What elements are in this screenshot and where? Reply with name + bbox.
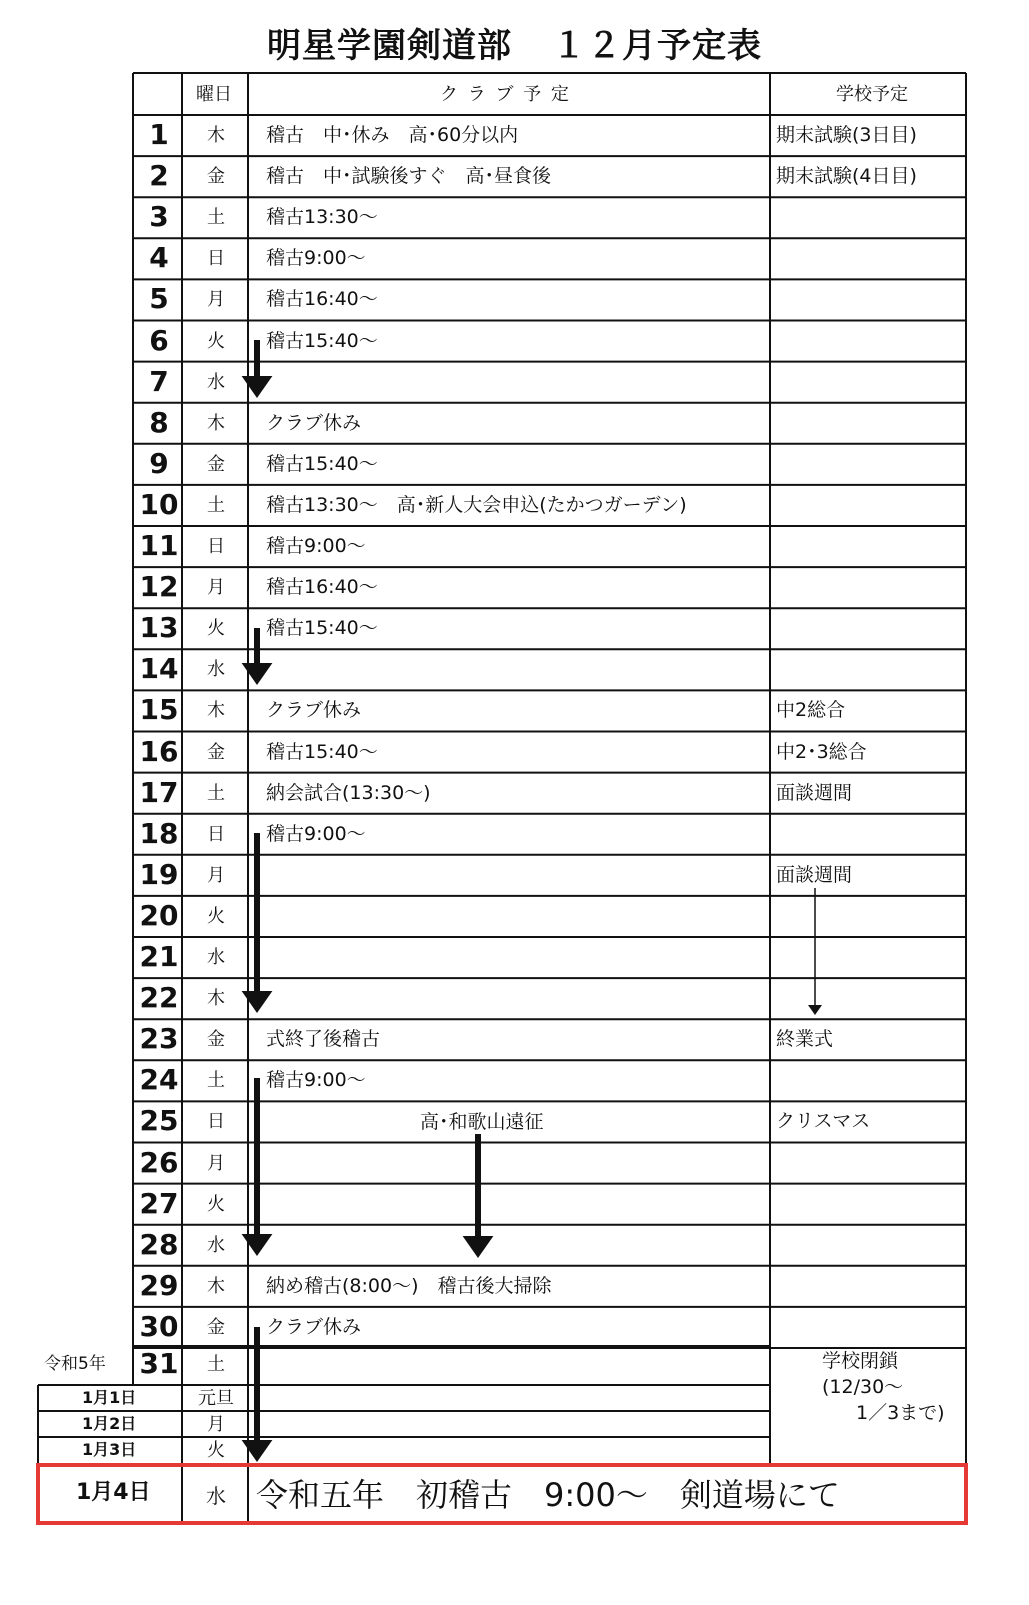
closure-line2: (12/30～: [822, 1376, 904, 1398]
weekday-cell: 土: [207, 782, 225, 804]
jan-date: 1月3日: [82, 1440, 137, 1459]
weekday-cell: 水: [207, 659, 225, 681]
weekday-cell: 水: [207, 1234, 225, 1256]
day-number: 29: [139, 1268, 179, 1302]
club-schedule-cell: 稽古16:40～: [266, 576, 378, 599]
day-number: 24: [139, 1063, 179, 1097]
school-schedule-cell: 中2･3総合: [776, 740, 867, 763]
club-schedule-cell: 納会試合(13:30～): [266, 781, 431, 804]
club-schedule-cell: 稽古15:40～: [266, 452, 378, 475]
day-number: 16: [139, 734, 179, 768]
day-number: 4: [149, 241, 169, 275]
weekday-cell: 木: [207, 412, 225, 434]
weekday-cell: 土: [207, 207, 225, 229]
weekday-cell: 土: [207, 1070, 225, 1092]
day-number: 17: [139, 775, 179, 809]
day-number: 27: [139, 1186, 179, 1220]
club-schedule-cell: 式終了後稽古: [266, 1028, 381, 1051]
school-schedule-cell: 終業式: [776, 1028, 834, 1051]
weekday-cell: 月: [207, 577, 225, 599]
school-schedule-cell: クリスマス: [776, 1110, 871, 1133]
weekday-cell: 水: [207, 371, 225, 393]
closure-line3: 1／3まで): [856, 1402, 945, 1424]
club-schedule-cell: 稽古 中･試験後すぐ 高･昼食後: [266, 165, 552, 188]
club-schedule-cell: 稽古15:40～: [266, 740, 378, 763]
jan-date: 1月1日: [82, 1388, 137, 1407]
day-number: 9: [149, 446, 169, 480]
wakayama-trip: 高･和歌山遠征: [420, 1111, 544, 1133]
day-number: 14: [139, 652, 179, 686]
jan-weekday: 元旦: [198, 1388, 234, 1409]
weekday-cell: 火: [207, 330, 225, 352]
day-number: 7: [149, 364, 169, 398]
club-schedule-cell: 納め稽古(8:00～) 稽古後大掃除: [266, 1274, 552, 1297]
weekday-cell: 金: [207, 1316, 225, 1338]
jan-weekday: 火: [207, 1440, 225, 1461]
club-schedule-cell: クラブ休み: [266, 1315, 362, 1338]
day-number: 11: [139, 529, 179, 562]
weekday-cell: 火: [207, 1193, 225, 1215]
jan-date: 1月2日: [82, 1414, 137, 1433]
school-closure: [822, 1348, 945, 1426]
school-schedule-cell: 中2総合: [776, 699, 846, 722]
weekday-cell: 火: [207, 905, 225, 927]
weekday-cell: 月: [207, 864, 225, 886]
header-club: ク ラ ブ 予 定: [440, 84, 571, 105]
final-dow: 水: [206, 1484, 226, 1508]
final-text: 令和五年 初稽古 9:00～ 剣道場にて: [256, 1476, 840, 1514]
day-number: 1: [149, 118, 169, 151]
day-number: 12: [139, 570, 179, 604]
school-schedule-cell: 期末試験(4日目): [776, 165, 917, 188]
club-schedule-cell: 稽古13:30～ 高･新人大会申込(たかつガーデン): [266, 493, 687, 516]
day-number: 18: [139, 816, 179, 850]
day-number: 19: [139, 857, 179, 891]
club-schedule-cell: 稽古9:00～: [266, 247, 366, 270]
header-weekday: 曜日: [196, 84, 232, 105]
weekday-cell: 土: [207, 494, 225, 516]
day-number: 22: [139, 981, 179, 1015]
weekday-cell: 金: [207, 166, 225, 188]
school-schedule-cell: 面談週間: [776, 863, 853, 886]
weekday-cell: 水: [207, 947, 225, 968]
club-schedule-cell: 稽古9:00～: [266, 822, 366, 845]
club-schedule-cell: 稽古9:00～: [266, 1069, 366, 1092]
weekday-cell: 木: [207, 1275, 225, 1297]
weekday-cell: 日: [207, 248, 225, 270]
closure-line1: 学校閉鎖: [822, 1350, 899, 1372]
weekday-cell: 月: [207, 289, 225, 311]
arrow-interview-head: [808, 1005, 822, 1015]
day-number: 8: [149, 405, 169, 439]
title-month: １２月予定表: [552, 26, 762, 66]
day-31: 31: [139, 1347, 179, 1380]
day-number: 2: [149, 159, 169, 193]
day-number: 26: [139, 1145, 179, 1179]
day-number: 20: [139, 898, 179, 932]
day-number: 21: [139, 940, 179, 973]
weekday-cell: 金: [207, 1029, 225, 1051]
club-schedule-cell: 稽古15:40～: [266, 329, 378, 352]
club-schedule-cell: 稽古15:40～: [266, 617, 378, 640]
weekday-cell: 木: [207, 125, 225, 146]
day-number: 13: [139, 611, 179, 645]
jan-weekday: 月: [207, 1414, 225, 1435]
club-schedule-cell: 稽古 中･休み 高･60分以内: [266, 124, 519, 146]
club-schedule-cell: 稽古16:40～: [266, 288, 378, 311]
weekday-cell: 日: [207, 536, 225, 557]
weekday-cell: 金: [207, 741, 225, 763]
weekday-cell: 木: [207, 988, 225, 1010]
school-schedule-cell: 面談週間: [776, 781, 853, 804]
day-number: 10: [139, 487, 179, 521]
weekday-cell: 日: [207, 823, 225, 845]
club-schedule-cell: 稽古9:00～: [266, 535, 366, 557]
day-number: 5: [149, 282, 169, 316]
weekday-cell: 火: [207, 618, 225, 640]
arrow-wakayama-head: [463, 1236, 494, 1258]
header-school: 学校予定: [836, 84, 908, 105]
weekday-cell: 金: [207, 453, 225, 475]
club-schedule-cell: クラブ休み: [266, 699, 362, 722]
day-number: 23: [139, 1022, 179, 1056]
day-number: 6: [149, 323, 169, 357]
weekday-cell: 日: [207, 1111, 225, 1133]
school-schedule-cell: 期末試験(3日目): [776, 124, 917, 146]
dow-31: 土: [207, 1354, 225, 1375]
day-number: 15: [139, 693, 179, 727]
title-club: 明星学園剣道部: [267, 26, 512, 66]
final-date: 1月4日: [76, 1480, 151, 1505]
club-schedule-cell: 稽古13:30～: [266, 206, 378, 229]
day-number: 25: [139, 1104, 179, 1138]
day-number: 3: [149, 200, 169, 234]
day-number: 28: [139, 1227, 179, 1261]
club-schedule-cell: クラブ休み: [266, 411, 362, 434]
era-note: 令和5年: [44, 1354, 106, 1374]
day-number: 30: [139, 1309, 179, 1343]
weekday-cell: 木: [207, 700, 225, 722]
weekday-cell: 月: [207, 1152, 225, 1174]
